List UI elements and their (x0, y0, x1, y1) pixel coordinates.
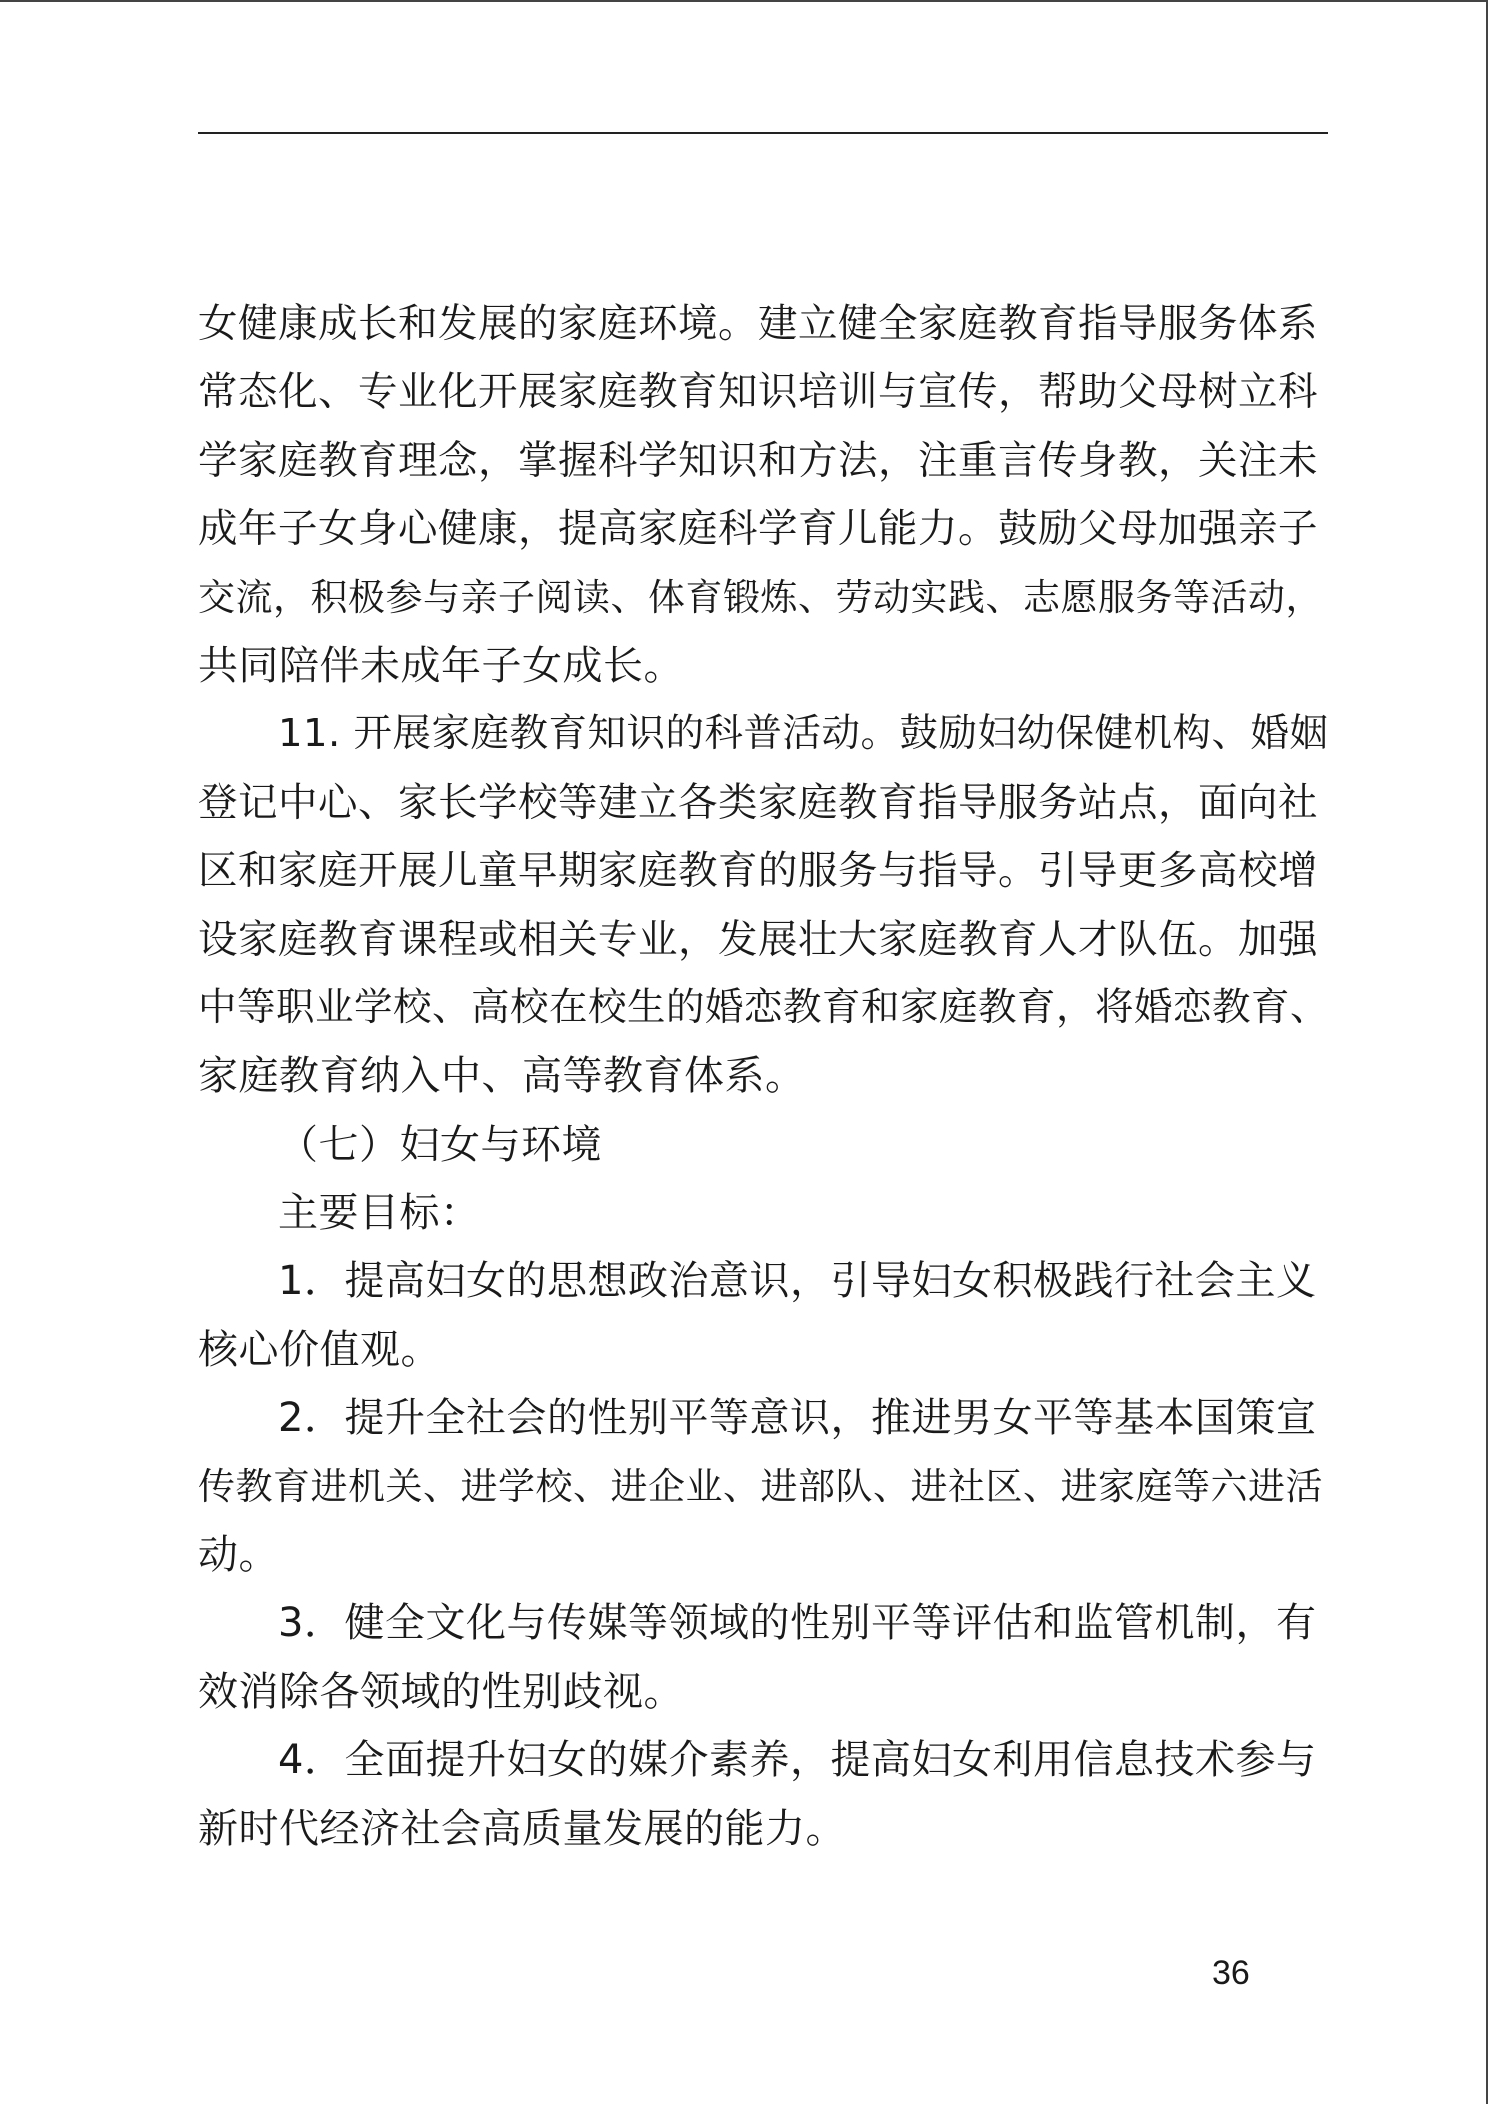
list-item: 3．健全文化与传媒等领域的性别平等评估和监管机制，有 (278, 1600, 1317, 1647)
text-line: 中等职业学校、高校在校生的婚恋教育和家庭教育，将婚恋教育、 (198, 984, 1330, 1030)
text-line: 设家庭教育课程或相关专业，发展壮大家庭教育人才队伍。加强 (198, 916, 1318, 963)
text-line: 常态化、专业化开展家庭教育知识培训与宣传，帮助父母树立科 (198, 369, 1318, 416)
body-text (198, 290, 1330, 1863)
header-rule (198, 132, 1328, 134)
text-line: 家庭教育纳入中、高等教育体系。 (198, 1053, 806, 1100)
text-line: 效消除各领域的性别歧视。 (198, 1668, 684, 1715)
text-line: 区和家庭开展儿童早期家庭教育的服务与指导。引导更多高校增 (198, 848, 1318, 895)
section-heading: （七）妇女与环境 (278, 1121, 602, 1168)
text-line: 动。 (198, 1532, 279, 1579)
subheading: 主要目标： (278, 1190, 481, 1237)
page-top-border (0, 0, 1488, 2)
text-line: 11. 开展家庭教育知识的科普活动。鼓励妇幼保健机构、婚姻 (278, 711, 1329, 757)
text-line: 共同陪伴未成年子女成长。 (198, 642, 684, 689)
text-line: 核心价值观。 (198, 1326, 441, 1373)
list-item: 2．提升全社会的性别平等意识，推进男女平等基本国策宣 (278, 1395, 1317, 1442)
list-item: 1．提高妇女的思想政治意识，引导妇女积极践行社会主义 (278, 1258, 1317, 1305)
text-line: 新时代经济社会高质量发展的能力。 (198, 1805, 846, 1852)
text-line: 女健康成长和发展的家庭环境。建立健全家庭教育指导服务体系 (198, 301, 1318, 347)
text-line: 传教育进机关、进学校、进企业、进部队、进社区、进家庭等六进活 (198, 1464, 1323, 1508)
list-item: 4．全面提升妇女的媒介素养，提高妇女利用信息技术参与 (278, 1737, 1317, 1784)
page-number: 36 (1212, 1954, 1250, 1992)
text-line: 学家庭教育理念，掌握科学知识和方法，注重言传身教，关注未 (198, 437, 1318, 484)
text-line: 登记中心、家长学校等建立各类家庭教育指导服务站点，面向社 (198, 779, 1318, 826)
text-line: 成年子女身心健康，提高家庭科学育儿能力。鼓励父母加强亲子 (198, 506, 1318, 553)
text-line: 交流，积极参与亲子阅读、体育锻炼、劳动实践、志愿服务等活动， (198, 575, 1323, 619)
